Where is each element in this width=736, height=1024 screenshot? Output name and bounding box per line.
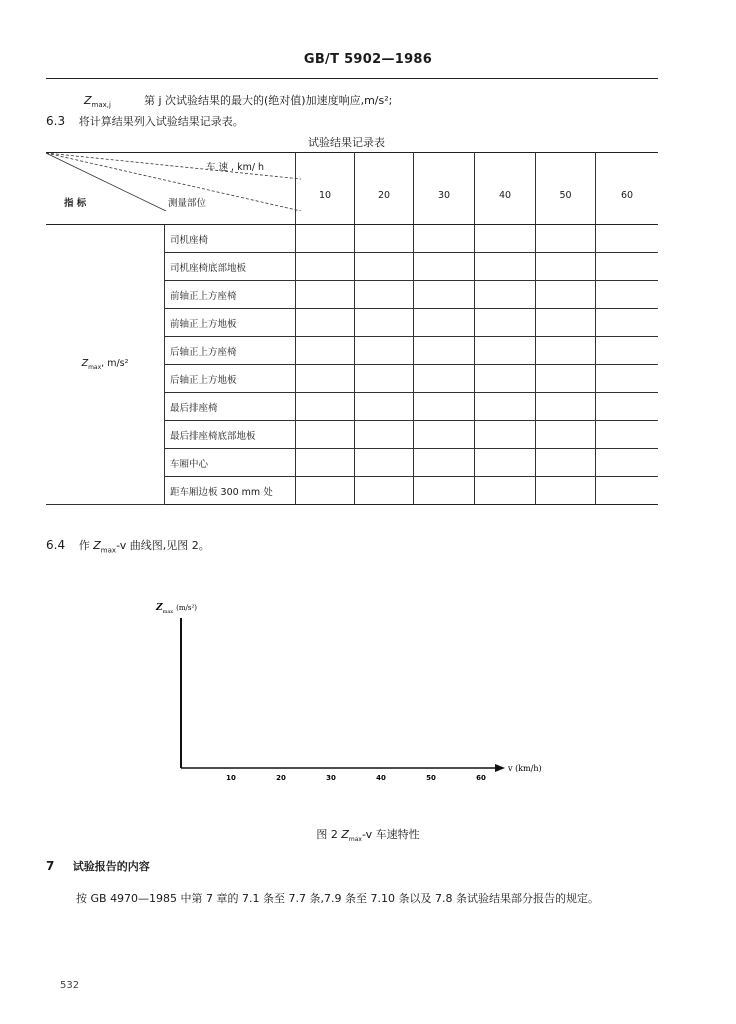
standard-header: GB/T 5902—1986 — [303, 52, 433, 67]
x-tick-label: 50 — [426, 774, 436, 782]
speed-header: 10 — [296, 153, 355, 225]
caption-prefix: 图 2 — [316, 828, 342, 841]
section-6-4-subscript: max — [100, 546, 117, 555]
position-label: 司机座椅 — [165, 225, 296, 253]
zmax-v-chart — [140, 596, 580, 796]
table-corner-cell — [46, 153, 296, 225]
x-tick-label: 40 — [376, 774, 386, 782]
position-label: 前轴正上方地板 — [165, 309, 296, 337]
caption-symbol: Z — [341, 828, 349, 841]
indicator-cell — [46, 225, 165, 505]
position-label: 后轴正上方座椅 — [165, 337, 296, 365]
position-label: 后轴正上方地板 — [165, 365, 296, 393]
corner-position-label: 测量部位 — [168, 198, 207, 209]
indicator-symbol: Z — [81, 358, 89, 370]
corner-indicator-label: 指 标 — [64, 198, 87, 209]
definition-text: 第 j 次试验结果的最大的(绝对值)加速度响应,m/s²; — [143, 94, 393, 107]
y-axis-symbol: Z — [156, 603, 163, 613]
section-6-4-post: -v 曲线图,见图 2。 — [116, 539, 210, 552]
section-7-body: 按 GB 4970—1985 中第 7 章的 7.1 条至 7.7 条,7.9 条至 7.10 条以及 7.8 条试验结果部分报告的规定。 — [76, 892, 599, 905]
caption-subscript: max — [348, 836, 362, 844]
indicator-subscript: max — [88, 363, 102, 371]
corner-speed-label: 车 速 , km/ h — [206, 162, 265, 173]
section-7-heading — [46, 858, 150, 874]
indicator-unit: , m/s² — [101, 358, 129, 370]
definition-symbol: Z — [84, 94, 92, 107]
section-6-4-symbol: Z — [93, 539, 101, 552]
section-6-4-number: 6.4 — [46, 538, 66, 552]
position-label: 最后排座椅底部地板 — [165, 421, 296, 449]
y-axis-label — [155, 603, 197, 615]
x-axis-arrow — [495, 764, 505, 772]
position-label: 最后排座椅 — [165, 393, 296, 421]
section-7-title: 试验报告的内容 — [72, 860, 150, 873]
definition-line — [84, 92, 392, 109]
section-6-3-number: 6.3 — [46, 114, 66, 128]
x-tick-label: 30 — [326, 774, 336, 782]
speed-header: 30 — [414, 153, 475, 225]
results-table — [46, 152, 658, 505]
table-title: 试验结果记录表 — [308, 136, 385, 149]
x-axis-label: v (km/h) — [508, 764, 542, 773]
section-7-number: 7 — [46, 859, 55, 873]
definition-subscript: max,j — [91, 101, 111, 110]
y-axis-subscript: max — [162, 609, 174, 615]
speed-header: 40 — [475, 153, 536, 225]
x-tick-label: 10 — [226, 774, 236, 782]
section-6-4-pre: 作 — [78, 539, 94, 552]
position-label: 前轴正上方座椅 — [165, 281, 296, 309]
page-number: 532 — [60, 980, 80, 991]
section-6-3-text: 将计算结果列入试验结果记录表。 — [78, 115, 244, 128]
position-label: 司机座椅底部地板 — [165, 253, 296, 281]
x-tick-label: 60 — [476, 774, 486, 782]
caption-suffix: -v 车速特性 — [361, 828, 420, 841]
table-header-row — [46, 153, 658, 225]
figure-caption — [0, 826, 736, 843]
header-rule — [46, 78, 658, 79]
section-6-3 — [46, 113, 244, 129]
x-tick-label: 20 — [276, 774, 286, 782]
y-axis-unit: (m/s²) — [176, 604, 197, 612]
position-label: 距车厢边板 300 mm 处 — [165, 477, 296, 505]
table-row — [46, 225, 658, 253]
speed-header: 50 — [536, 153, 596, 225]
speed-header: 20 — [355, 153, 414, 225]
position-label: 车厢中心 — [165, 449, 296, 477]
section-6-4 — [46, 537, 210, 554]
speed-header: 60 — [596, 153, 659, 225]
x-tick-labels — [226, 774, 486, 782]
